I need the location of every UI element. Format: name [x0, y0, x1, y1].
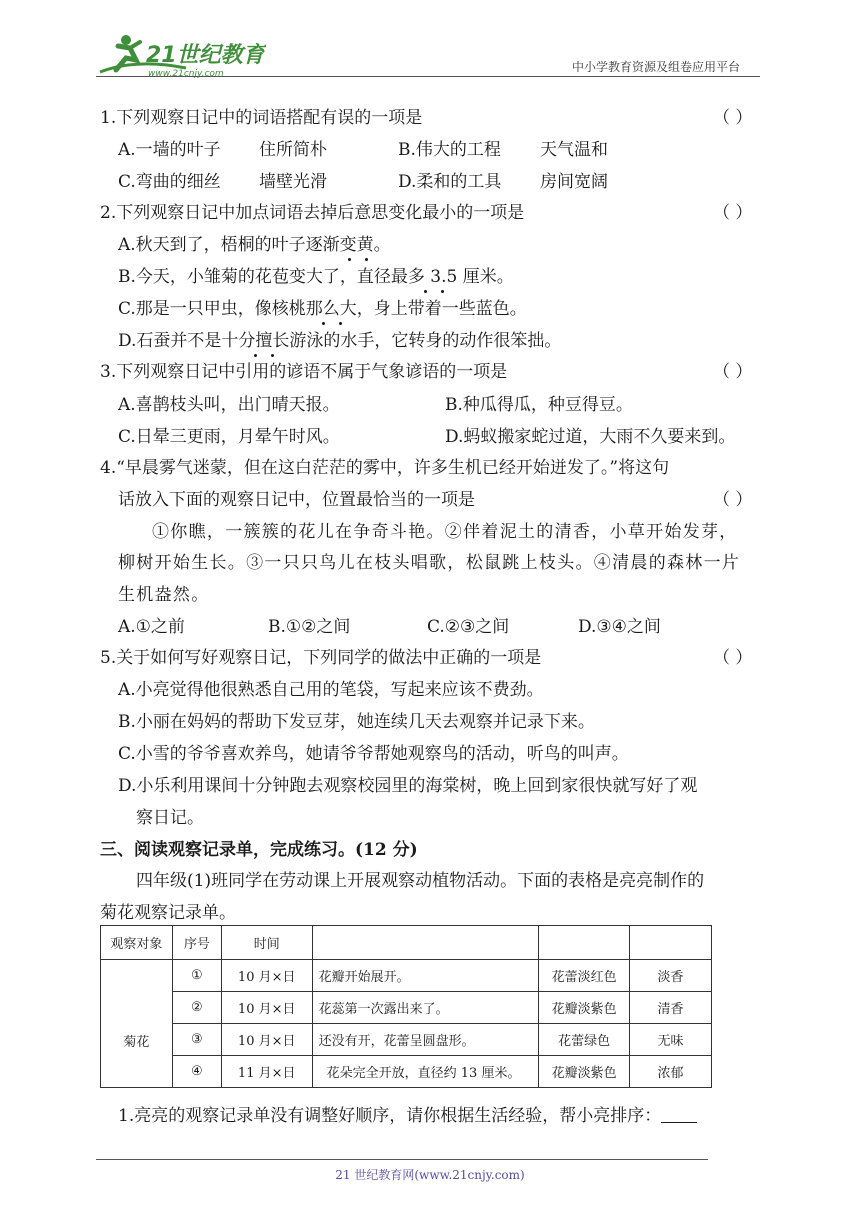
- footer-divider: [96, 1159, 708, 1160]
- q4-stem: 4.“早晨雾气迷蒙，但在这白茫茫的雾中，许多生机已经开始迸发了。”将这句: [100, 458, 670, 478]
- row-smell: 淡香: [630, 960, 712, 992]
- q5-stem: 5.关于如何写好观察日记，下列同学的做法中正确的一项是: [100, 648, 542, 668]
- row-time: 10 月×日: [221, 960, 312, 992]
- header-cell-empty: [539, 926, 630, 960]
- q3-option-c: C.日晕三更雨，月晕午时风。: [118, 427, 340, 447]
- row-smell: 无味: [630, 1024, 712, 1056]
- row-time: 10 月×日: [221, 992, 312, 1024]
- row-number: ②: [172, 992, 221, 1024]
- header-cell-number: 序号: [172, 926, 221, 960]
- row-smell: 清香: [630, 992, 712, 1024]
- q5-answer-paren: （ ）: [713, 648, 753, 668]
- row-number: ①: [172, 960, 221, 992]
- emphasis-dot: [348, 258, 351, 261]
- section3-intro-cont: 菊花观察记录单。: [100, 903, 236, 923]
- section3-intro: 四年级(1)班同学在劳动课上开展观察动植物活动。下面的表格是亮亮制作的: [136, 871, 705, 891]
- table-row: [101, 960, 712, 992]
- emphasis-dot: [424, 290, 427, 293]
- table-header-row: [101, 926, 712, 960]
- q4-answer-paren: （ ）: [713, 490, 753, 510]
- q5-option-c: C.小雪的爷爷喜欢养鸟，她请爷爷帮她观察鸟的活动，听鸟的叫声。: [118, 744, 629, 764]
- emphasis-dot: [322, 322, 325, 325]
- q1-option-a-2: 住所简朴: [259, 140, 327, 160]
- q1-option-d-2: 房间宽阔: [540, 172, 608, 192]
- svg-text:www.21cnjy.com: www.21cnjy.com: [148, 69, 224, 79]
- q1-option-d: D.柔和的工具: [398, 172, 502, 192]
- q4-passage-line3: 生机盎然。: [118, 585, 210, 605]
- section3-sub1-text: 1.亮亮的观察记录单没有调整好顺序，请你根据生活经验，帮小亮排序：: [118, 1106, 662, 1126]
- q2-option-a: A.秋天到了，梧桐的叶子逐渐变黄。: [118, 235, 391, 255]
- q5-option-b: B.小丽在妈妈的帮助下发豆芽，她连续几天去观察并记录下来。: [118, 712, 595, 732]
- q4-option-d: D.③④之间: [578, 617, 661, 637]
- svg-text:21世纪教育: 21世纪教育: [146, 43, 265, 68]
- emphasis-dot: [339, 322, 342, 325]
- header-cell-empty: [630, 926, 712, 960]
- header-cell-time: 时间: [221, 926, 312, 960]
- header-cell-empty: [312, 926, 539, 960]
- q1-option-c: C.弯曲的细丝: [118, 172, 221, 192]
- row-smell: 浓郁: [630, 1056, 712, 1088]
- q1-stem: 1.下列观察日记中的词语搭配有误的一项是: [100, 108, 423, 128]
- q1-option-c-2: 墙壁光滑: [259, 172, 327, 192]
- row-color: 花蕾淡红色: [539, 960, 630, 992]
- row-description: 花朵完全开放，直径约 13 厘米。: [312, 1056, 539, 1088]
- row-description: 还没有开，花蕾呈圆盘形。: [312, 1024, 539, 1056]
- q3-answer-paren: （ ）: [713, 362, 753, 382]
- header-cell-subject: 观察对象: [101, 926, 173, 960]
- q2-option-b: B.今天，小雏菊的花苞变大了，直径最多 3.5 厘米。: [118, 267, 514, 287]
- row-color: 花蕾绿色: [539, 1024, 630, 1056]
- site-logo: [96, 30, 266, 80]
- platform-name: 中小学教育资源及组卷应用平台: [572, 60, 741, 74]
- q3-stem: 3.下列观察日记中引用的谚语不属于气象谚语的一项是: [100, 362, 508, 382]
- subject-cell: 菊花: [101, 960, 173, 1088]
- q1-answer-paren: （ ）: [713, 108, 753, 128]
- section3-title: 三、阅读观察记录单，完成练习。(12 分): [100, 840, 418, 860]
- row-number: ③: [172, 1024, 221, 1056]
- row-time: 11 月×日: [221, 1056, 312, 1088]
- row-color: 花瓣淡紫色: [539, 992, 630, 1024]
- row-description: 花瓣开始展开。: [312, 960, 539, 992]
- emphasis-dot: [441, 290, 444, 293]
- q3-option-b: B.种瓜得瓜，种豆得豆。: [445, 395, 633, 415]
- table-row: [101, 992, 712, 1024]
- q2-option-c: C.那是一只甲虫，像核桃那么大，身上带着一些蓝色。: [118, 299, 527, 319]
- row-color: 花瓣淡紫色: [539, 1056, 630, 1088]
- row-description: 花蕊第一次露出来了。: [312, 992, 539, 1024]
- q2-stem: 2.下列观察日记中加点词语去掉后意思变化最小的一项是: [100, 203, 525, 223]
- q5-option-d-cont: 察日记。: [136, 808, 204, 828]
- observation-table: [100, 925, 712, 1088]
- q4-passage-line1: ①你瞧，一簇簇的花儿在争奇斗艳。②伴着泥土的清香，小草开始发芽，: [152, 522, 738, 542]
- q5-option-d: D.小乐利用课间十分钟跑去观察校园里的海棠树，晚上回到家很快就写好了观: [118, 776, 698, 796]
- table-row: [101, 1024, 712, 1056]
- q1-option-a: A.一墙的叶子: [118, 140, 221, 160]
- q4-option-b: B.①②之间: [268, 617, 351, 637]
- emphasis-dot: [254, 354, 257, 357]
- q4-option-a: A.①之前: [118, 617, 185, 637]
- emphasis-dot: [365, 258, 368, 261]
- answer-blank[interactable]: [661, 1104, 697, 1123]
- row-time: 10 月×日: [221, 1024, 312, 1056]
- emphasis-dot: [271, 354, 274, 357]
- table-row: [101, 1056, 712, 1088]
- row-number: ④: [172, 1056, 221, 1088]
- q3-option-d: D.蚂蚁搬家蛇过道，大雨不久要来到。: [445, 427, 736, 447]
- q4-stem-cont: 话放入下面的观察日记中，位置最恰当的一项是: [118, 490, 475, 510]
- q2-option-d: D.石蚕并不是十分擅长游泳的水手，它转身的动作很笨拙。: [118, 331, 562, 351]
- q3-option-a: A.喜鹊枝头叫，出门晴天报。: [118, 395, 340, 415]
- q5-option-a: A.小亮觉得他很熟悉自己用的笔袋，写起来应该不费劲。: [118, 680, 544, 700]
- header-divider: [96, 76, 760, 77]
- q2-answer-paren: （ ）: [713, 203, 753, 223]
- footer-text: 21 世纪教育网(www.21cnjy.com): [335, 1168, 525, 1182]
- q1-option-b-2: 天气温和: [540, 140, 608, 160]
- q4-option-c: C.②③之间: [427, 617, 510, 637]
- section3-sub1: [118, 1104, 697, 1128]
- q4-passage-line2: 柳树开始生长。③一只只鸟儿在枝头唱歌，松鼠跳上枝头。④清晨的森林一片: [118, 553, 741, 573]
- q1-option-b: B.伟大的工程: [398, 140, 501, 160]
